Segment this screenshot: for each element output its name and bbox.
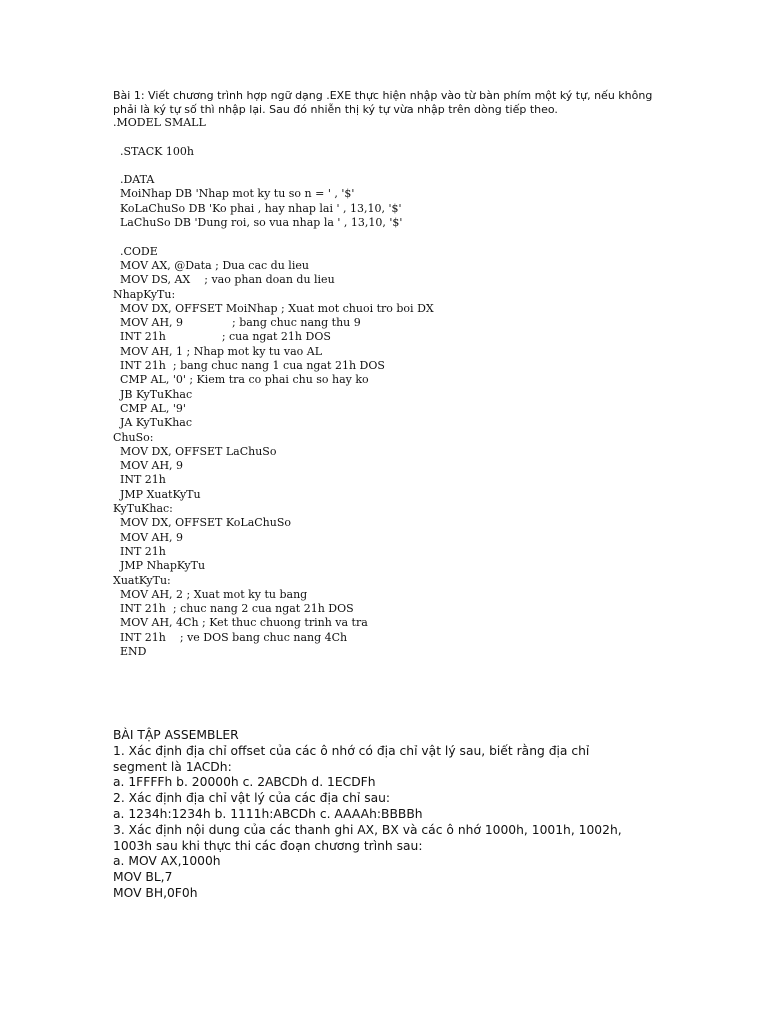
exercise-line: MOV BH,0F0h bbox=[113, 885, 198, 900]
code-line: KyTuKhac: bbox=[113, 502, 173, 516]
code-line bbox=[113, 159, 434, 173]
exercise-line: 1003h sau khi thực thi các đoạn chương trình sau: bbox=[113, 838, 423, 853]
code-line: .CODE bbox=[113, 244, 158, 258]
exercises-heading: BÀI TẬP ASSEMBLER bbox=[113, 728, 239, 742]
code-line: INT 21h ; cua ngat 21h DOS bbox=[113, 330, 331, 344]
code-line: JB KyTuKhac bbox=[113, 387, 193, 401]
code-line: CMP AL, '0' ; Kiem tra co phai chu so hay ko bbox=[113, 373, 369, 387]
code-line: MOV AH, 1 ; Nhap mot ky tu vao AL bbox=[113, 344, 323, 358]
code-line: MOV AH, 4Ch ; Ket thuc chuong trinh va tra bbox=[113, 616, 368, 630]
assembly-code-block bbox=[113, 116, 434, 659]
code-line: LaChuSo DB 'Dung roi, so vua nhap la ' , 13,10, '$' bbox=[113, 216, 403, 230]
code-line: MOV AH, 9 bbox=[113, 459, 184, 473]
code-line: JA KyTuKhac bbox=[113, 416, 193, 430]
code-line bbox=[113, 130, 434, 144]
code-line: INT 21h bbox=[113, 544, 166, 558]
code-line: .MODEL SMALL bbox=[113, 116, 206, 129]
code-line: INT 21h ; bang chuc nang 1 cua ngat 21h DOS bbox=[113, 359, 385, 373]
code-line: MOV DS, AX ; vao phan doan du lieu bbox=[113, 273, 335, 287]
exercise-line: a. 1234h:1234h b. 1111h:ABCDh c. AAAAh:BBBBh bbox=[113, 806, 423, 821]
code-line: MOV AH, 2 ; Xuat mot ky tu bang bbox=[113, 587, 308, 601]
code-line: CMP AL, '9' bbox=[113, 401, 186, 415]
code-line: MOV DX, OFFSET LaChuSo bbox=[113, 444, 277, 458]
code-line: MOV AH, 9 bbox=[113, 530, 184, 544]
exercise-line: 3. Xác định nội dung của các thanh ghi AX, BX và các ô nhớ 1000h, 1001h, 1002h, bbox=[113, 822, 622, 837]
code-line: JMP XuatKyTu bbox=[113, 487, 201, 501]
code-line: MOV DX, OFFSET KoLaChuSo bbox=[113, 516, 291, 530]
code-line: XuatKyTu: bbox=[113, 573, 171, 587]
code-line: MOV DX, OFFSET MoiNhap ; Xuat mot chuoi tro boi DX bbox=[113, 301, 434, 315]
exercise-line: MOV BL,7 bbox=[113, 870, 173, 885]
code-line: INT 21h ; chuc nang 2 cua ngat 21h DOS bbox=[113, 602, 354, 616]
code-line bbox=[113, 230, 434, 244]
intro-line: phải là ký tự số thì nhập lại. Sau đó nhiễn thị ký tự vừa nhập trên dòng tiếp theo. bbox=[113, 103, 558, 116]
code-line: MOV AX, @Data ; Dua cac du lieu bbox=[113, 258, 309, 272]
code-line: END bbox=[113, 644, 147, 658]
code-line: MOV AH, 9 ; bang chuc nang thu 9 bbox=[113, 316, 361, 330]
code-line: .STACK 100h bbox=[113, 144, 194, 158]
exercise-line: a. 1FFFFh b. 20000h c. 2ABCDh d. 1ECDFh bbox=[113, 775, 376, 790]
code-line: INT 21h ; ve DOS bang chuc nang 4Ch bbox=[113, 630, 348, 644]
exercise-intro bbox=[113, 89, 673, 117]
exercises-section bbox=[113, 728, 673, 902]
exercise-line: a. MOV AX,1000h bbox=[113, 854, 221, 869]
code-line: MoiNhap DB 'Nhap mot ky tu so n = ' , '$' bbox=[113, 187, 355, 201]
exercise-line: 1. Xác định địa chỉ offset của các ô nhớ có địa chỉ vật lý sau, biết rằng địa chỉ bbox=[113, 743, 590, 758]
intro-line: Bài 1: Viết chương trình hợp ngữ dạng .EXE thực hiện nhập vào từ bàn phím một ký tự, nếu không bbox=[113, 89, 653, 102]
code-line: NhapKyTu: bbox=[113, 287, 176, 301]
code-line: INT 21h bbox=[113, 473, 166, 487]
exercise-line: 2. Xác định địa chỉ vật lý của các địa chỉ sau: bbox=[113, 791, 391, 806]
code-line: JMP NhapKyTu bbox=[113, 559, 206, 573]
code-line: ChuSo: bbox=[113, 430, 154, 444]
code-line: .DATA bbox=[113, 173, 155, 187]
exercise-line: segment là 1ACDh: bbox=[113, 759, 232, 774]
code-line: KoLaChuSo DB 'Ko phai , hay nhap lai ' , 13,10, '$' bbox=[113, 201, 402, 215]
